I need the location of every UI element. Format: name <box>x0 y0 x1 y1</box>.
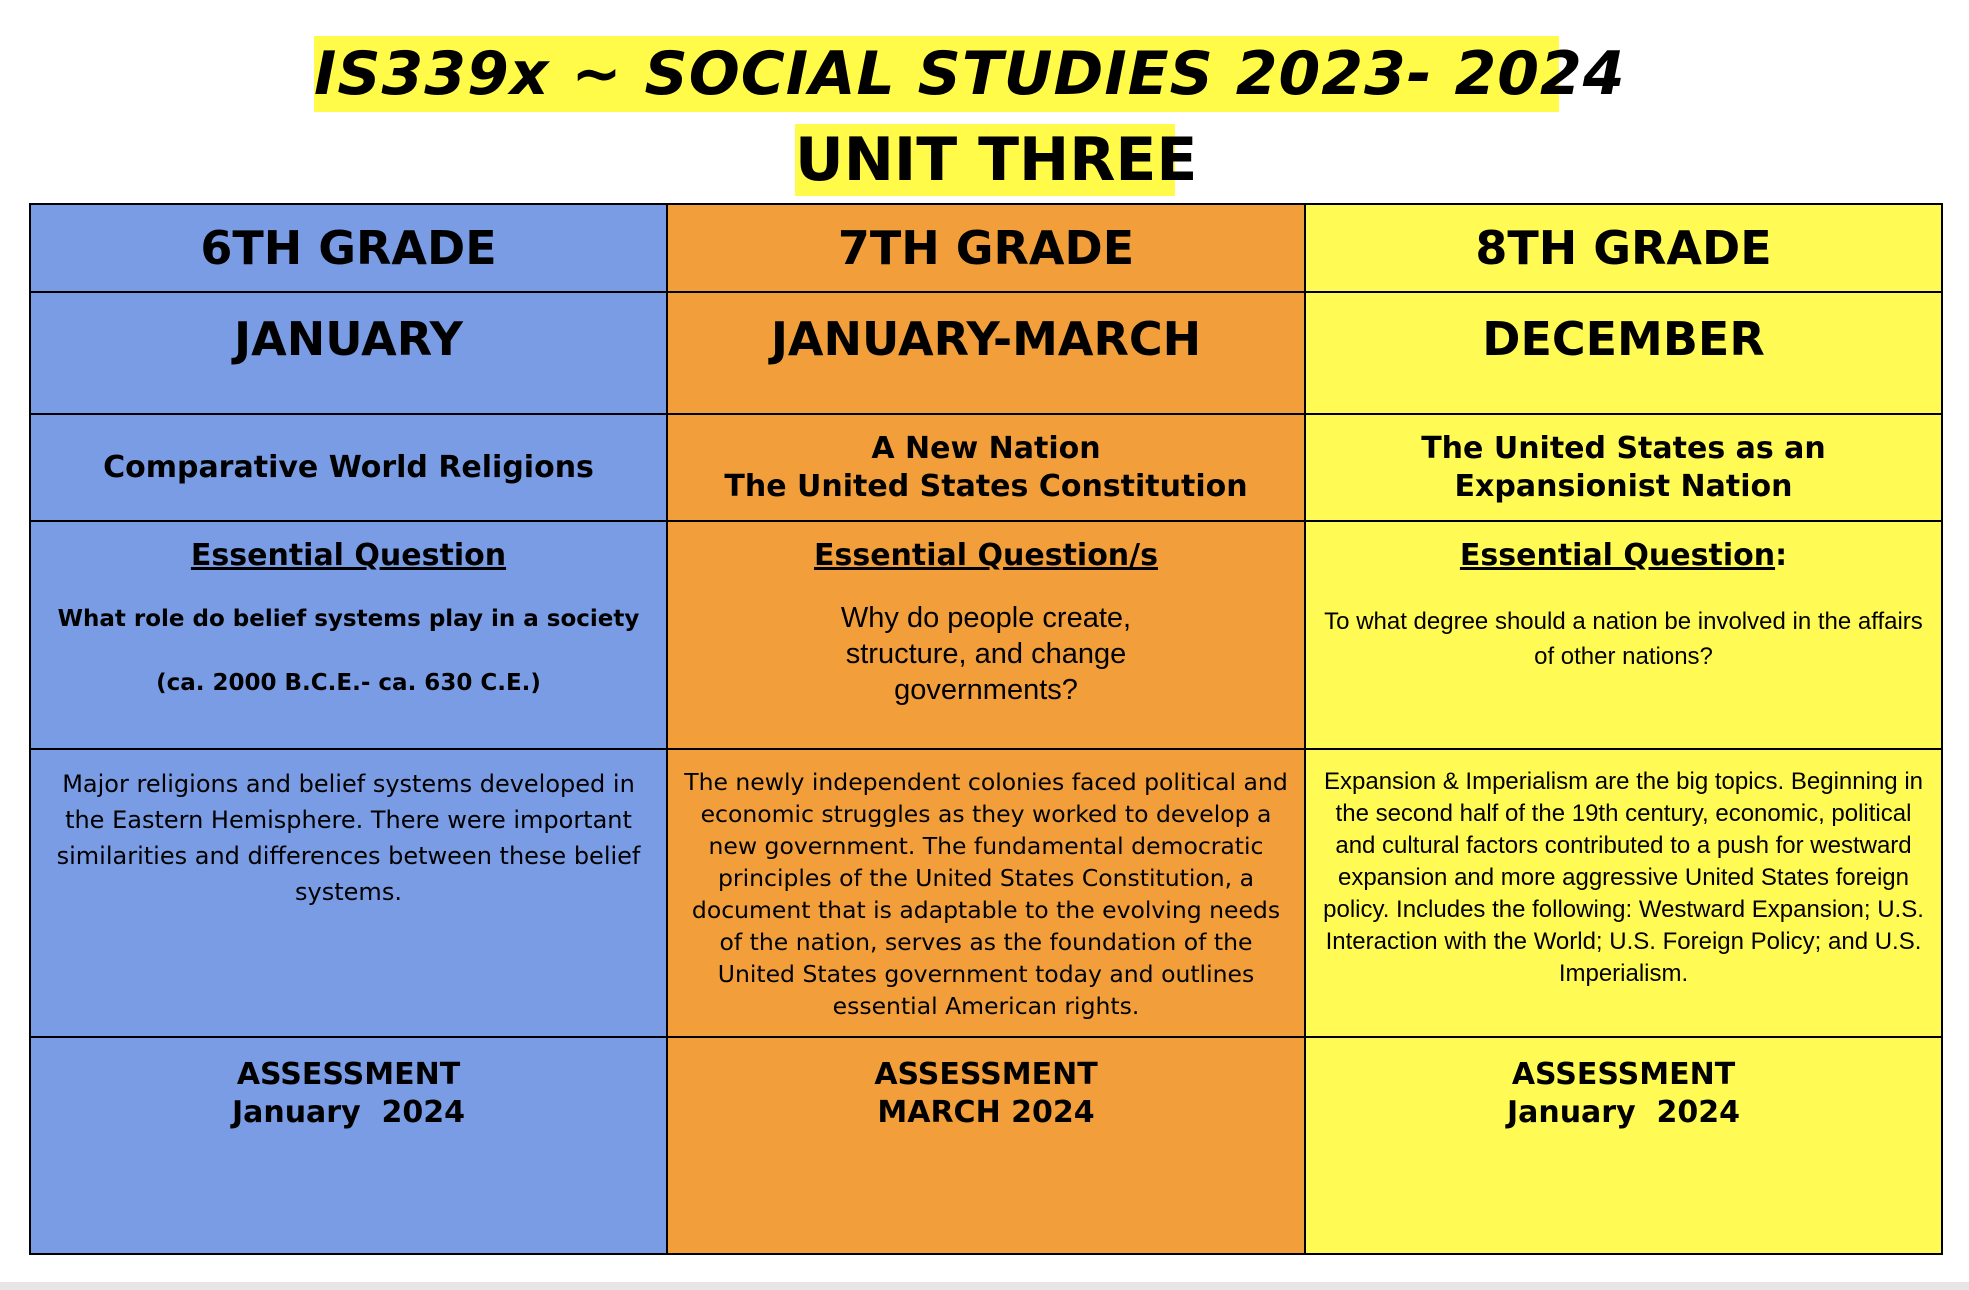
grade8-description: Expansion & Imperialism are the big topics. Beginning in the second half of the 19th century, economic, political and cultural factors contributed to a push for westward expansion and more aggressive United States foreign policy. Includes the following: Westward Expansion; U.S. Interaction with the World; U.S. Foreign Policy; and U.S. Imperialism. <box>1323 768 1924 987</box>
grade8-topic: The United States as an Expansionist Nation <box>1421 430 1826 504</box>
grade6-topic-cell <box>30 414 667 521</box>
grade8-assessment-date: January 2024 <box>1506 1095 1741 1130</box>
curriculum-table <box>29 203 1943 1255</box>
grade6-eq-date: (ca. 2000 B.C.E.- ca. 630 C.E.) <box>156 670 541 696</box>
grade6-description: Major religions and belief systems developed in the Eastern Hemisphere. There were important similarities and differences between these belief systems. <box>56 770 641 906</box>
grade6-eq-text: What role do belief systems play in a society <box>57 606 640 632</box>
grade8-topic-cell <box>1305 414 1942 521</box>
grade7-description: The newly independent colonies faced political and economic struggles as they worked to develop a new government. The fundamental democratic principles of the United States Constitution, a document that is adaptable to the evolving needs of the nation, serves as the foundation of the United States government today and outlines essential American rights. <box>684 768 1288 1020</box>
grade8-eq-cell <box>1305 521 1942 749</box>
grade8-assessment-cell <box>1305 1037 1942 1254</box>
grade7-description-cell <box>667 749 1305 1037</box>
grade6-assessment-label: ASSESSMENT <box>236 1057 461 1092</box>
grade8-month: DECEMBER <box>1482 312 1765 366</box>
grade8-eq-colon: : <box>1775 538 1788 573</box>
grade6-assessment-date: January 2024 <box>231 1095 466 1130</box>
assessment-row <box>30 1037 1942 1254</box>
grade6-topic: Comparative World Religions <box>103 449 594 485</box>
grade6-description-cell <box>30 749 667 1037</box>
window-bottom-edge <box>0 1282 1969 1290</box>
grade7-eq-heading: Essential Question/s <box>814 538 1158 573</box>
grade7-header-cell <box>667 204 1305 292</box>
grade7-topic-cell <box>667 414 1305 521</box>
grade8-eq-text: To what degree should a nation be involved in the affairs of other nations? <box>1324 608 1923 670</box>
grade7-assessment-label: ASSESSMENT <box>874 1057 1098 1092</box>
topic-row <box>30 414 1942 521</box>
grade8-eq-heading: Essential Question <box>1459 538 1776 573</box>
grade6-eq-cell <box>30 521 667 749</box>
grade7-topic-line1: A New Nation <box>871 430 1101 466</box>
essential-question-row <box>30 521 1942 749</box>
grade7-label: 7TH GRADE <box>837 221 1135 275</box>
grade6-label: 6TH GRADE <box>200 221 497 275</box>
grade6-header-cell <box>30 204 667 292</box>
month-row <box>30 292 1942 414</box>
grade7-assessment-date: MARCH 2024 <box>877 1095 1095 1130</box>
grade-row <box>30 204 1942 292</box>
grade6-month: JANUARY <box>234 312 463 366</box>
description-row <box>30 749 1942 1037</box>
grade7-eq-text: Why do people create, structure, and change governments? <box>840 602 1132 706</box>
grade8-assessment-label: ASSESSMENT <box>1511 1057 1736 1092</box>
unit-title: UNIT THREE <box>795 125 1198 195</box>
grade8-month-cell <box>1305 292 1942 414</box>
grade8-eq-heading-wrap <box>1316 536 1931 576</box>
grade7-topic-line2: The United States Constitution <box>724 468 1248 504</box>
grade6-month-cell <box>30 292 667 414</box>
grade7-assessment-cell <box>667 1037 1305 1254</box>
document-title: IS339x ~ SOCIAL STUDIES 2023- 2024 <box>314 36 1559 112</box>
grade6-eq-heading: Essential Question <box>190 538 507 573</box>
grade8-label: 8TH GRADE <box>1475 221 1772 275</box>
grade8-description-cell <box>1305 749 1942 1037</box>
grade6-assessment-cell <box>30 1037 667 1254</box>
grade7-month: JANUARY-MARCH <box>770 312 1202 366</box>
grade7-eq-cell <box>667 521 1305 749</box>
grade8-header-cell <box>1305 204 1942 292</box>
grade7-month-cell <box>667 292 1305 414</box>
